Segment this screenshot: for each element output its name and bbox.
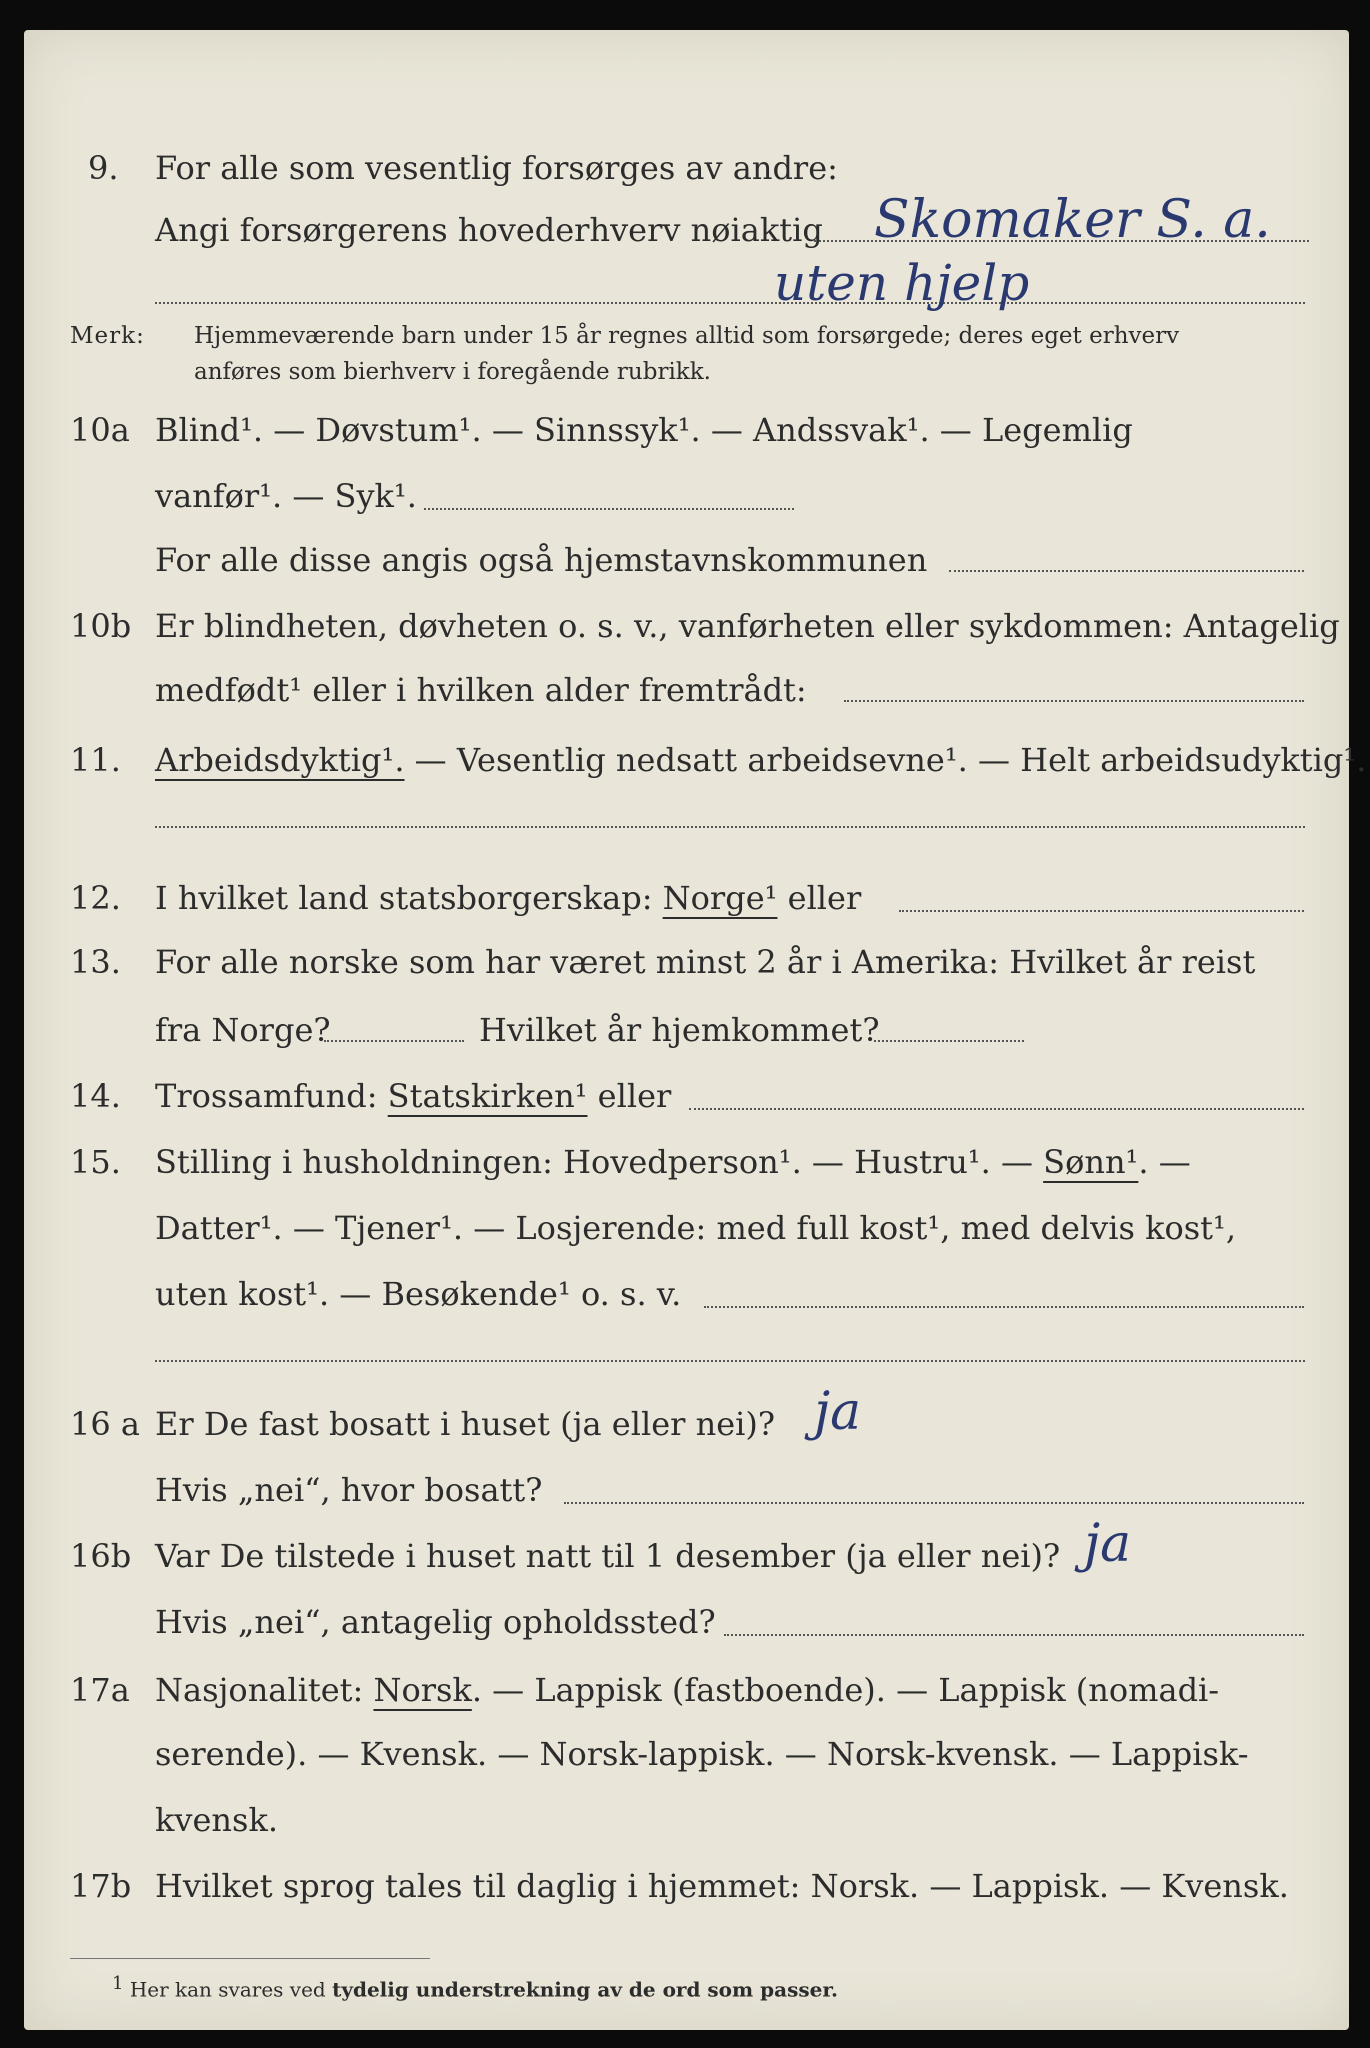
q9-handwritten-answer1: Skomaker S. a. <box>874 190 1271 250</box>
q12-line <box>155 878 861 918</box>
merk-line2: anføres som bierhverv i foregående rubrikk. <box>194 359 711 385</box>
q10a-number: 10a <box>70 411 130 449</box>
q13-line2b: Hvilket år hjemkommet? <box>479 1011 880 1049</box>
q9-line1: For alle som vesentlig forsørges av andre: <box>155 149 838 187</box>
q17a-line1 <box>155 1670 1219 1710</box>
q10a-line3: For alle disse angis også hjemstavnskommunen <box>155 541 928 579</box>
q16b-number: 16b <box>70 1537 132 1575</box>
q13-year-left-line <box>324 1040 464 1042</box>
q12-post: eller <box>777 879 862 917</box>
q16a-answer-line <box>564 1502 1304 1504</box>
q17a-line3: kvensk. <box>155 1801 278 1839</box>
q17a-post: . — Lappisk (fastboende). — Lappisk (nomadi- <box>471 1671 1220 1709</box>
q12-underlined-norge: Norge¹ <box>662 879 778 917</box>
q13-line2a: fra Norge? <box>155 1011 331 1049</box>
q15-number: 15. <box>70 1143 121 1181</box>
q10a-hjemstavn-line <box>949 570 1304 572</box>
q16b-handwritten-answer: ja <box>1084 1514 1132 1574</box>
q15-line1 <box>155 1142 1191 1182</box>
q9-handwritten-answer2: uten hjelp <box>774 254 1030 312</box>
q10b-number: 10b <box>70 607 132 645</box>
q10a-line1: Blind¹. — Døvstum¹. — Sinnssyk¹. — Andssvak¹. — Legemlig <box>155 411 1133 449</box>
q16a-handwritten-answer: ja <box>814 1382 862 1442</box>
q11-number: 11. <box>70 741 121 779</box>
footnote-bold: tydelig understrekning av de ord som passer. <box>332 1977 838 2002</box>
q13-number: 13. <box>70 943 121 981</box>
q12-pre: I hvilket land statsborgerskap: <box>155 879 663 917</box>
q15-pre: Stilling i husholdningen: Hovedperson¹. — Hustru¹. — <box>155 1143 1044 1181</box>
q14-number: 14. <box>70 1077 121 1115</box>
q10b-answer-line <box>844 700 1304 702</box>
q14-post: eller <box>587 1077 672 1115</box>
q10a-answer-line <box>424 508 794 510</box>
q16a-line1: Er De fast bosatt i huset (ja eller nei)? <box>155 1405 776 1443</box>
q12-number: 12. <box>70 879 121 917</box>
q14-answer-line <box>689 1108 1304 1110</box>
q15-underlined-sonn: Sønn¹ <box>1043 1143 1139 1181</box>
q15-line3: uten kost¹. — Besøkende¹ o. s. v. <box>155 1275 682 1313</box>
q16b-line1: Var De tilstede i huset natt til 1 desember (ja eller nei)? <box>155 1537 1061 1575</box>
q10a-line2: vanfør¹. — Syk¹. <box>155 477 417 515</box>
q14-underlined-statskirken: Statskirken¹ <box>387 1077 588 1115</box>
q16b-answer-line <box>724 1634 1304 1636</box>
q16b-line2: Hvis „nei“, antagelig opholdssted? <box>155 1603 716 1641</box>
q11-line <box>155 740 1366 780</box>
q17a-line2: serende). — Kvensk. — Norsk-lappisk. — Norsk-kvensk. — Lappisk- <box>155 1735 1249 1773</box>
q16a-number: 16 a <box>70 1405 140 1443</box>
footnote <box>112 1970 838 2004</box>
q10b-line2: medfødt¹ eller i hvilken alder fremtrådt: <box>155 671 807 709</box>
q11-answer-line <box>155 826 1305 828</box>
q17a-label: Nasjonalitet: <box>155 1671 374 1709</box>
q9-number: 9. <box>88 149 119 187</box>
q11-rest: — Vesentlig nedsatt arbeidsevne¹. — Helt arbeidsudyktig¹. <box>404 741 1367 779</box>
q15-answer-line <box>704 1306 1304 1308</box>
q16a-line2: Hvis „nei“, hvor bosatt? <box>155 1471 543 1509</box>
q15-line2: Datter¹. — Tjener¹. — Losjerende: med full kost¹, med delvis kost¹, <box>155 1209 1237 1247</box>
merk-line1: Hjemmeværende barn under 15 år regnes alltid som forsørgede; deres eget erhverv <box>194 323 1180 349</box>
footnote-mark: 1 <box>112 1973 124 1994</box>
q17b-number: 17b <box>70 1867 132 1905</box>
q12-answer-line <box>899 910 1304 912</box>
q14-pre: Trossamfund: <box>155 1077 388 1115</box>
q14-line <box>155 1076 671 1116</box>
merk-label: Merk: <box>70 323 145 349</box>
q17a-number: 17a <box>70 1671 130 1709</box>
q10b-line1: Er blindheten, døvheten o. s. v., vanførheten eller sykdommen: Antagelig <box>155 607 1340 645</box>
q13-line1: For alle norske som har været minst 2 år i Amerika: Hvilket år reist <box>155 943 1256 981</box>
census-form-page <box>24 30 1367 2030</box>
q15-answer-line2 <box>155 1360 1305 1362</box>
q13-year-returned-line <box>874 1040 1024 1042</box>
q11-underlined-arbeidsdyktig: Arbeidsdyktig¹. <box>155 741 405 779</box>
q17b-line1: Hvilket sprog tales til daglig i hjemmet: Norsk. — Lappisk. — Kvensk. <box>155 1867 1289 1905</box>
footnote-rule <box>70 1958 430 1959</box>
q9-answer-line2 <box>155 302 1305 304</box>
footnote-pre: Her kan svares ved <box>129 1977 333 2002</box>
q15-post: . — <box>1138 1143 1191 1181</box>
q9-line2: Angi forsørgerens hovederhverv nøiaktig <box>155 211 823 249</box>
q17a-underlined-norsk: Norsk <box>373 1671 472 1709</box>
